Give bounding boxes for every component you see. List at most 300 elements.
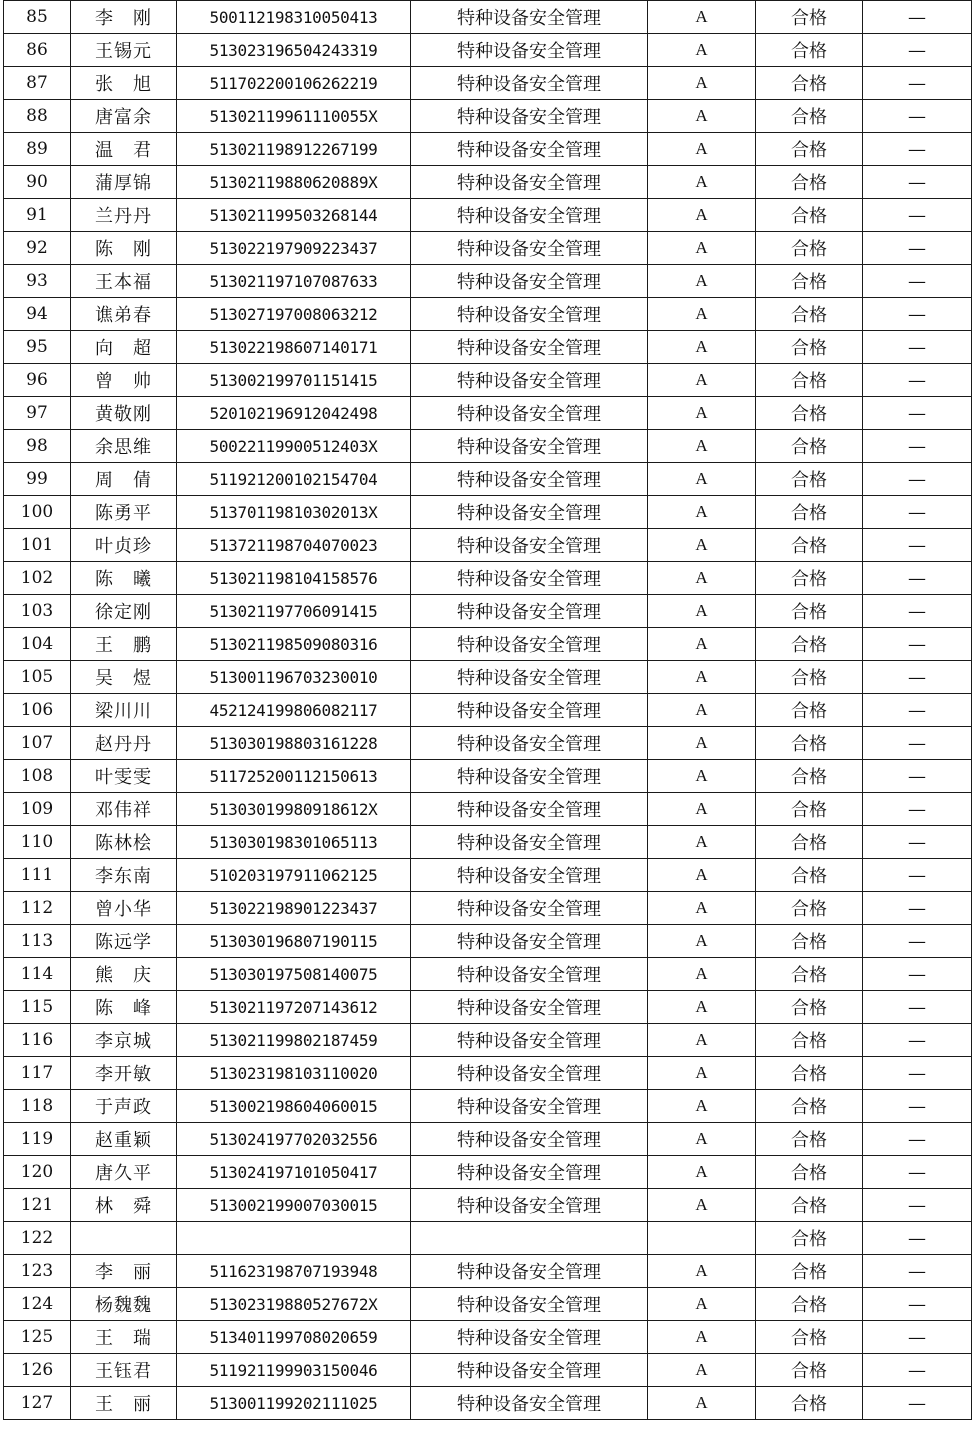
id-number-cell: 520102196912042498 xyxy=(177,397,411,430)
row-number-cell: 112 xyxy=(4,892,71,925)
result-cell: 合格 xyxy=(756,826,863,859)
row-number-cell: 98 xyxy=(4,430,71,463)
row-number-cell: 102 xyxy=(4,562,71,595)
result-cell: 合格 xyxy=(756,34,863,67)
result-cell: 合格 xyxy=(756,859,863,892)
id-number-cell: 513002199007030015 xyxy=(177,1189,411,1222)
table-row xyxy=(4,958,972,991)
table-row xyxy=(4,298,972,331)
remark-cell: — xyxy=(863,1,972,34)
table-row xyxy=(4,760,972,793)
table-row xyxy=(4,562,972,595)
id-number-cell: 513022198901223437 xyxy=(177,892,411,925)
grade-cell: A xyxy=(648,364,756,397)
id-number-cell: 513023198103110020 xyxy=(177,1057,411,1090)
grade-cell: A xyxy=(648,232,756,265)
result-cell: 合格 xyxy=(756,100,863,133)
id-number-cell: 50022119900512403X xyxy=(177,430,411,463)
category-cell: 特种设备安全管理 xyxy=(411,430,648,463)
table-row xyxy=(4,1123,972,1156)
id-number-cell: 513021199503268144 xyxy=(177,199,411,232)
name-cell: 梁川川 xyxy=(71,694,177,727)
name-cell: 熊 庆 xyxy=(71,958,177,991)
grade-cell: A xyxy=(648,1288,756,1321)
category-cell: 特种设备安全管理 xyxy=(411,67,648,100)
result-cell: 合格 xyxy=(756,199,863,232)
grade-cell: A xyxy=(648,727,756,760)
name-cell: 陈远学 xyxy=(71,925,177,958)
remark-cell: — xyxy=(863,1024,972,1057)
table-row xyxy=(4,1090,972,1123)
table-row xyxy=(4,232,972,265)
result-cell: 合格 xyxy=(756,958,863,991)
result-cell: 合格 xyxy=(756,331,863,364)
table-row xyxy=(4,529,972,562)
row-number-cell: 124 xyxy=(4,1288,71,1321)
result-cell: 合格 xyxy=(756,991,863,1024)
id-number-cell: 51302319880527672X xyxy=(177,1288,411,1321)
table-row xyxy=(4,463,972,496)
remark-cell: — xyxy=(863,100,972,133)
row-number-cell: 120 xyxy=(4,1156,71,1189)
name-cell: 李京城 xyxy=(71,1024,177,1057)
result-cell: 合格 xyxy=(756,925,863,958)
name-cell: 王锡元 xyxy=(71,34,177,67)
row-number-cell: 107 xyxy=(4,727,71,760)
table-row xyxy=(4,991,972,1024)
grade-cell: A xyxy=(648,1024,756,1057)
category-cell: 特种设备安全管理 xyxy=(411,727,648,760)
id-number-cell: 513030198803161228 xyxy=(177,727,411,760)
id-number-cell: 511623198707193948 xyxy=(177,1255,411,1288)
table-row xyxy=(4,364,972,397)
remark-cell: — xyxy=(863,991,972,1024)
table-row xyxy=(4,826,972,859)
name-cell: 李开敏 xyxy=(71,1057,177,1090)
row-number-cell: 95 xyxy=(4,331,71,364)
table-row xyxy=(4,661,972,694)
name-cell: 李 丽 xyxy=(71,1255,177,1288)
table-row xyxy=(4,925,972,958)
category-cell: 特种设备安全管理 xyxy=(411,1387,648,1420)
table-row xyxy=(4,1255,972,1288)
id-number-cell: 511702200106262219 xyxy=(177,67,411,100)
result-cell: 合格 xyxy=(756,1222,863,1255)
grade-cell: A xyxy=(648,496,756,529)
grade-cell: A xyxy=(648,331,756,364)
name-cell: 陈勇平 xyxy=(71,496,177,529)
grade-cell: A xyxy=(648,265,756,298)
category-cell: 特种设备安全管理 xyxy=(411,166,648,199)
remark-cell: — xyxy=(863,1189,972,1222)
table-row xyxy=(4,1288,972,1321)
remark-cell: — xyxy=(863,727,972,760)
result-cell: 合格 xyxy=(756,496,863,529)
id-number-cell: 511725200112150613 xyxy=(177,760,411,793)
result-cell: 合格 xyxy=(756,1255,863,1288)
grade-cell: A xyxy=(648,694,756,727)
row-number-cell: 89 xyxy=(4,133,71,166)
table-row xyxy=(4,100,972,133)
row-number-cell: 109 xyxy=(4,793,71,826)
table-row xyxy=(4,793,972,826)
category-cell: 特种设备安全管理 xyxy=(411,991,648,1024)
grade-cell: A xyxy=(648,1057,756,1090)
result-cell: 合格 xyxy=(756,1321,863,1354)
category-cell: 特种设备安全管理 xyxy=(411,529,648,562)
result-cell: 合格 xyxy=(756,793,863,826)
name-cell: 曾 帅 xyxy=(71,364,177,397)
table-row xyxy=(4,397,972,430)
grade-cell: A xyxy=(648,1189,756,1222)
table-row xyxy=(4,430,972,463)
table-row xyxy=(4,1024,972,1057)
grade-cell: A xyxy=(648,1321,756,1354)
row-number-cell: 85 xyxy=(4,1,71,34)
row-number-cell: 99 xyxy=(4,463,71,496)
name-cell: 李 刚 xyxy=(71,1,177,34)
name-cell: 王 鹏 xyxy=(71,628,177,661)
grade-cell: A xyxy=(648,397,756,430)
id-number-cell: 513021197706091415 xyxy=(177,595,411,628)
grade-cell: A xyxy=(648,628,756,661)
grade-cell: A xyxy=(648,100,756,133)
category-cell: 特种设备安全管理 xyxy=(411,199,648,232)
id-number-cell: 513002198604060015 xyxy=(177,1090,411,1123)
grade-cell xyxy=(648,1222,756,1255)
id-number-cell: 513021198509080316 xyxy=(177,628,411,661)
category-cell: 特种设备安全管理 xyxy=(411,1,648,34)
table-row xyxy=(4,1156,972,1189)
remark-cell: — xyxy=(863,1123,972,1156)
remark-cell: — xyxy=(863,496,972,529)
table-row xyxy=(4,199,972,232)
id-number-cell: 513021197107087633 xyxy=(177,265,411,298)
table-row xyxy=(4,1057,972,1090)
remark-cell: — xyxy=(863,166,972,199)
category-cell: 特种设备安全管理 xyxy=(411,1057,648,1090)
category-cell: 特种设备安全管理 xyxy=(411,694,648,727)
remark-cell: — xyxy=(863,595,972,628)
id-number-cell: 513022198607140171 xyxy=(177,331,411,364)
category-cell: 特种设备安全管理 xyxy=(411,892,648,925)
row-number-cell: 100 xyxy=(4,496,71,529)
name-cell: 王本福 xyxy=(71,265,177,298)
remark-cell: — xyxy=(863,529,972,562)
remark-cell: — xyxy=(863,628,972,661)
result-cell: 合格 xyxy=(756,760,863,793)
category-cell: 特种设备安全管理 xyxy=(411,1255,648,1288)
category-cell: 特种设备安全管理 xyxy=(411,298,648,331)
category-cell: 特种设备安全管理 xyxy=(411,364,648,397)
name-cell: 赵重颖 xyxy=(71,1123,177,1156)
name-cell: 徐定刚 xyxy=(71,595,177,628)
category-cell: 特种设备安全管理 xyxy=(411,1288,648,1321)
table-row xyxy=(4,133,972,166)
grade-cell: A xyxy=(648,67,756,100)
category-cell: 特种设备安全管理 xyxy=(411,133,648,166)
name-cell: 李东南 xyxy=(71,859,177,892)
remark-cell: — xyxy=(863,67,972,100)
category-cell: 特种设备安全管理 xyxy=(411,1123,648,1156)
result-cell: 合格 xyxy=(756,1024,863,1057)
result-cell: 合格 xyxy=(756,397,863,430)
grade-cell: A xyxy=(648,826,756,859)
id-number-cell: 513002199701151415 xyxy=(177,364,411,397)
id-number-cell: 513030196807190115 xyxy=(177,925,411,958)
remark-cell: — xyxy=(863,859,972,892)
grade-cell: A xyxy=(648,958,756,991)
category-cell: 特种设备安全管理 xyxy=(411,34,648,67)
id-number-cell: 513022197909223437 xyxy=(177,232,411,265)
row-number-cell: 117 xyxy=(4,1057,71,1090)
remark-cell: — xyxy=(863,463,972,496)
remark-cell: — xyxy=(863,265,972,298)
table-row xyxy=(4,1222,972,1255)
id-number-cell: 513001199202111025 xyxy=(177,1387,411,1420)
row-number-cell: 127 xyxy=(4,1387,71,1420)
table-row xyxy=(4,1387,972,1420)
grade-cell: A xyxy=(648,529,756,562)
row-number-cell: 110 xyxy=(4,826,71,859)
category-cell: 特种设备安全管理 xyxy=(411,331,648,364)
table-row xyxy=(4,34,972,67)
row-number-cell: 104 xyxy=(4,628,71,661)
name-cell: 余思维 xyxy=(71,430,177,463)
category-cell xyxy=(411,1222,648,1255)
row-number-cell: 88 xyxy=(4,100,71,133)
remark-cell: — xyxy=(863,793,972,826)
result-cell: 合格 xyxy=(756,265,863,298)
grade-cell: A xyxy=(648,1156,756,1189)
row-number-cell: 92 xyxy=(4,232,71,265)
result-cell: 合格 xyxy=(756,430,863,463)
roster-table xyxy=(3,0,972,1420)
name-cell: 王 丽 xyxy=(71,1387,177,1420)
name-cell: 兰丹丹 xyxy=(71,199,177,232)
table-row xyxy=(4,859,972,892)
remark-cell: — xyxy=(863,826,972,859)
row-number-cell: 91 xyxy=(4,199,71,232)
result-cell: 合格 xyxy=(756,595,863,628)
result-cell: 合格 xyxy=(756,232,863,265)
grade-cell: A xyxy=(648,892,756,925)
result-cell: 合格 xyxy=(756,1354,863,1387)
row-number-cell: 97 xyxy=(4,397,71,430)
table-row xyxy=(4,331,972,364)
grade-cell: A xyxy=(648,1123,756,1156)
remark-cell: — xyxy=(863,1057,972,1090)
result-cell: 合格 xyxy=(756,1156,863,1189)
id-number-cell: 513030198301065113 xyxy=(177,826,411,859)
name-cell: 张 旭 xyxy=(71,67,177,100)
name-cell: 赵丹丹 xyxy=(71,727,177,760)
table-row xyxy=(4,496,972,529)
category-cell: 特种设备安全管理 xyxy=(411,925,648,958)
grade-cell: A xyxy=(648,166,756,199)
row-number-cell: 105 xyxy=(4,661,71,694)
table-row xyxy=(4,67,972,100)
name-cell: 邓伟祥 xyxy=(71,793,177,826)
result-cell: 合格 xyxy=(756,1387,863,1420)
category-cell: 特种设备安全管理 xyxy=(411,265,648,298)
grade-cell: A xyxy=(648,199,756,232)
grade-cell: A xyxy=(648,859,756,892)
grade-cell: A xyxy=(648,760,756,793)
id-number-cell: 511921200102154704 xyxy=(177,463,411,496)
grade-cell: A xyxy=(648,661,756,694)
name-cell: 温 君 xyxy=(71,133,177,166)
name-cell: 陈 曦 xyxy=(71,562,177,595)
result-cell: 合格 xyxy=(756,892,863,925)
grade-cell: A xyxy=(648,463,756,496)
grade-cell: A xyxy=(648,595,756,628)
result-cell: 合格 xyxy=(756,67,863,100)
name-cell: 林 舜 xyxy=(71,1189,177,1222)
category-cell: 特种设备安全管理 xyxy=(411,397,648,430)
result-cell: 合格 xyxy=(756,1189,863,1222)
id-number-cell: 513021198912267199 xyxy=(177,133,411,166)
remark-cell: — xyxy=(863,1288,972,1321)
remark-cell: — xyxy=(863,958,972,991)
name-cell: 谯弟春 xyxy=(71,298,177,331)
id-number-cell: 513027197008063212 xyxy=(177,298,411,331)
row-number-cell: 111 xyxy=(4,859,71,892)
category-cell: 特种设备安全管理 xyxy=(411,826,648,859)
name-cell: 唐久平 xyxy=(71,1156,177,1189)
category-cell: 特种设备安全管理 xyxy=(411,628,648,661)
category-cell: 特种设备安全管理 xyxy=(411,1354,648,1387)
grade-cell: A xyxy=(648,925,756,958)
name-cell: 陈 峰 xyxy=(71,991,177,1024)
remark-cell: — xyxy=(863,925,972,958)
row-number-cell: 115 xyxy=(4,991,71,1024)
category-cell: 特种设备安全管理 xyxy=(411,595,648,628)
remark-cell: — xyxy=(863,694,972,727)
table-row xyxy=(4,694,972,727)
name-cell: 陈林桧 xyxy=(71,826,177,859)
id-number-cell: 51302119961110055X xyxy=(177,100,411,133)
result-cell: 合格 xyxy=(756,529,863,562)
category-cell: 特种设备安全管理 xyxy=(411,562,648,595)
name-cell: 周 倩 xyxy=(71,463,177,496)
remark-cell: — xyxy=(863,364,972,397)
result-cell: 合格 xyxy=(756,1,863,34)
grade-cell: A xyxy=(648,1090,756,1123)
row-number-cell: 122 xyxy=(4,1222,71,1255)
result-cell: 合格 xyxy=(756,628,863,661)
category-cell: 特种设备安全管理 xyxy=(411,1090,648,1123)
row-number-cell: 125 xyxy=(4,1321,71,1354)
result-cell: 合格 xyxy=(756,364,863,397)
category-cell: 特种设备安全管理 xyxy=(411,1156,648,1189)
id-number-cell: 51370119810302013X xyxy=(177,496,411,529)
result-cell: 合格 xyxy=(756,463,863,496)
category-cell: 特种设备安全管理 xyxy=(411,958,648,991)
id-number-cell: 511921199903150046 xyxy=(177,1354,411,1387)
table-row xyxy=(4,1189,972,1222)
result-cell: 合格 xyxy=(756,166,863,199)
table-row xyxy=(4,595,972,628)
name-cell: 王钰君 xyxy=(71,1354,177,1387)
row-number-cell: 113 xyxy=(4,925,71,958)
remark-cell: — xyxy=(863,298,972,331)
table-row xyxy=(4,1321,972,1354)
name-cell: 王 瑞 xyxy=(71,1321,177,1354)
remark-cell: — xyxy=(863,1387,972,1420)
id-number-cell: 513024197702032556 xyxy=(177,1123,411,1156)
remark-cell: — xyxy=(863,760,972,793)
result-cell: 合格 xyxy=(756,727,863,760)
row-number-cell: 126 xyxy=(4,1354,71,1387)
row-number-cell: 87 xyxy=(4,67,71,100)
table-row xyxy=(4,892,972,925)
remark-cell: — xyxy=(863,892,972,925)
remark-cell: — xyxy=(863,1090,972,1123)
row-number-cell: 108 xyxy=(4,760,71,793)
table-row xyxy=(4,1354,972,1387)
result-cell: 合格 xyxy=(756,1288,863,1321)
name-cell: 于声政 xyxy=(71,1090,177,1123)
id-number-cell: 510203197911062125 xyxy=(177,859,411,892)
row-number-cell: 114 xyxy=(4,958,71,991)
row-number-cell: 86 xyxy=(4,34,71,67)
row-number-cell: 101 xyxy=(4,529,71,562)
grade-cell: A xyxy=(648,133,756,166)
category-cell: 特种设备安全管理 xyxy=(411,760,648,793)
remark-cell: — xyxy=(863,1354,972,1387)
category-cell: 特种设备安全管理 xyxy=(411,232,648,265)
id-number-cell xyxy=(177,1222,411,1255)
grade-cell: A xyxy=(648,1354,756,1387)
grade-cell: A xyxy=(648,991,756,1024)
result-cell: 合格 xyxy=(756,1090,863,1123)
name-cell: 黄敬刚 xyxy=(71,397,177,430)
roster-sheet xyxy=(3,0,972,1420)
category-cell: 特种设备安全管理 xyxy=(411,463,648,496)
name-cell: 叶贞珍 xyxy=(71,529,177,562)
category-cell: 特种设备安全管理 xyxy=(411,1024,648,1057)
grade-cell: A xyxy=(648,298,756,331)
id-number-cell: 513030197508140075 xyxy=(177,958,411,991)
category-cell: 特种设备安全管理 xyxy=(411,496,648,529)
remark-cell: — xyxy=(863,1156,972,1189)
id-number-cell: 513401199708020659 xyxy=(177,1321,411,1354)
grade-cell: A xyxy=(648,1387,756,1420)
name-cell: 吴 煜 xyxy=(71,661,177,694)
row-number-cell: 93 xyxy=(4,265,71,298)
category-cell: 特种设备安全管理 xyxy=(411,859,648,892)
result-cell: 合格 xyxy=(756,1057,863,1090)
roster-body xyxy=(4,1,972,1420)
id-number-cell: 452124199806082117 xyxy=(177,694,411,727)
category-cell: 特种设备安全管理 xyxy=(411,793,648,826)
row-number-cell: 103 xyxy=(4,595,71,628)
id-number-cell: 513021197207143612 xyxy=(177,991,411,1024)
row-number-cell: 96 xyxy=(4,364,71,397)
id-number-cell: 513023196504243319 xyxy=(177,34,411,67)
name-cell xyxy=(71,1222,177,1255)
name-cell: 杨魏魏 xyxy=(71,1288,177,1321)
category-cell: 特种设备安全管理 xyxy=(411,661,648,694)
row-number-cell: 123 xyxy=(4,1255,71,1288)
row-number-cell: 90 xyxy=(4,166,71,199)
table-row xyxy=(4,166,972,199)
remark-cell: — xyxy=(863,1222,972,1255)
grade-cell: A xyxy=(648,34,756,67)
table-row xyxy=(4,727,972,760)
id-number-cell: 51303019980918612X xyxy=(177,793,411,826)
